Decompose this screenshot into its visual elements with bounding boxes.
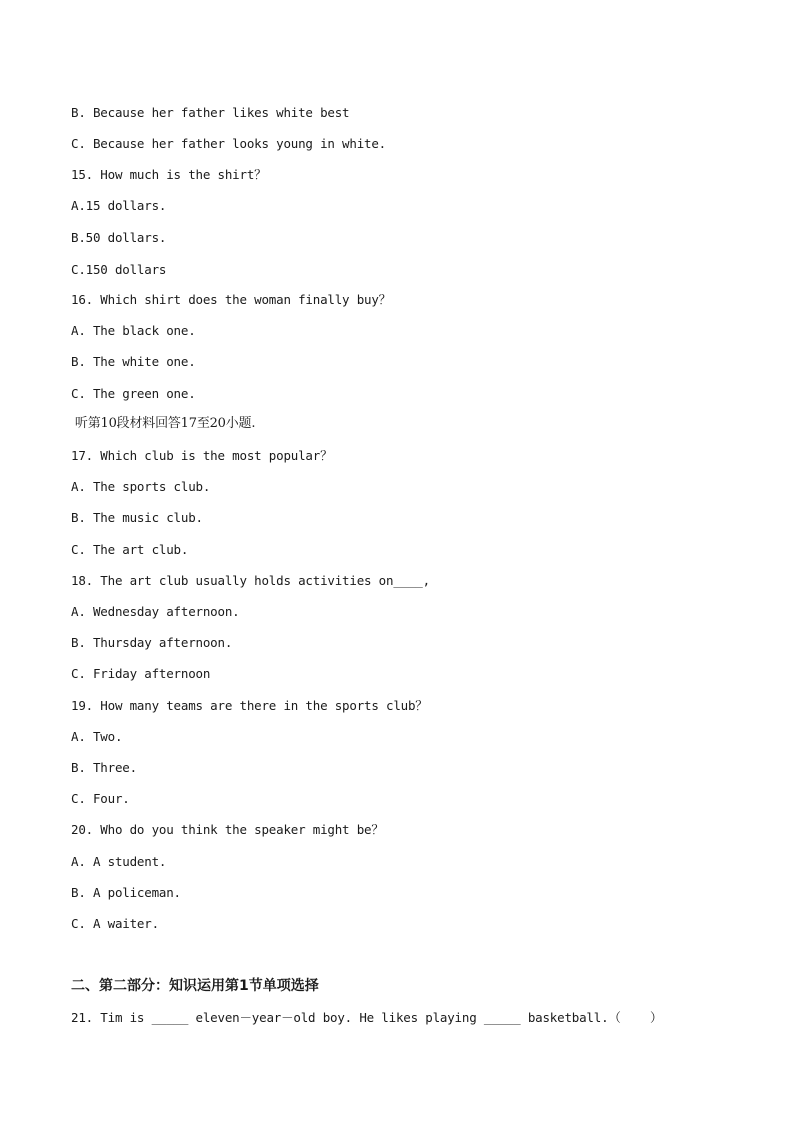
option-17a: A. The sports club.: [71, 479, 211, 494]
option-15a: A.15 dollars.: [71, 198, 167, 213]
option-18b: B. Thursday afternoon.: [71, 635, 233, 650]
option-17b: B. The music club.: [71, 510, 203, 525]
option-20a: A. A student.: [71, 854, 167, 869]
option-16b: B. The white one.: [71, 354, 196, 369]
section-heading: 二、第二部分：知识运用第1节单项选择: [71, 978, 319, 994]
option-19b: B. Three.: [71, 760, 137, 775]
option-18a: A. Wednesday afternoon.: [71, 604, 240, 619]
question-18: 18. The art club usually holds activities on____,: [71, 573, 430, 588]
option-18c: C. Friday afternoon: [71, 666, 211, 681]
question-15: 15. How much is the shirt？: [71, 167, 267, 182]
option-19a: A. Two.: [71, 729, 123, 744]
option-20b: B. A policeman.: [71, 885, 181, 900]
question-16: 16. Which shirt does the woman finally buy？: [71, 292, 391, 307]
option-15b: B.50 dollars.: [71, 230, 167, 245]
option-17c: C. The art club.: [71, 542, 189, 557]
question-19: 19. How many teams are there in the sports club？: [71, 698, 428, 713]
question-17: 17. Which club is the most popular？: [71, 448, 333, 463]
option-14b: B. Because her father likes white best: [71, 105, 350, 120]
option-16c: C. The green one.: [71, 386, 196, 401]
option-14c: C. Because her father looks young in white.: [71, 136, 387, 151]
question-21: 21. Tim is _____ eleven－year－old boy. He likes playing _____ basketball.（ ）: [71, 1010, 663, 1025]
listening-instruction: 听第10段材料回答17至20小题.: [71, 416, 256, 431]
option-19c: C. Four.: [71, 791, 130, 806]
question-20: 20. Who do you think the speaker might be？: [71, 822, 384, 837]
option-20c: C. A waiter.: [71, 916, 159, 931]
option-15c: C.150 dollars: [71, 262, 167, 277]
option-16a: A. The black one.: [71, 323, 196, 338]
